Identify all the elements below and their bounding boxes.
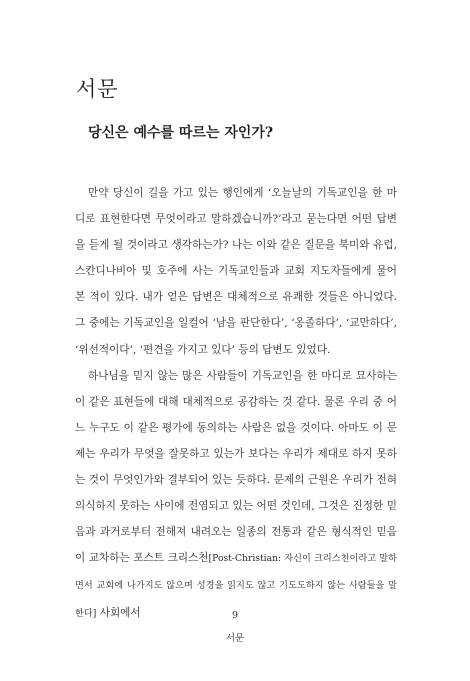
inline-note: [Post-Christian: 자신이 크리스천이라고 말하면서 교회에 나가지도 않으며 성경을 읽지도 않고 기도도하지 않는 사람들을 말한다] [75,553,397,619]
paragraph-1: 만약 당신이 길을 가고 있는 행인에게 ‘오늘날의 기독교인을 한 마디로 표현한다면 무엇이라고 말하겠습니까?’라고 묻는다면 어떤 답변을 듣게 될 것이라고 생각하는가? 나는 이와 같은 질문을 북미와 유럽, 스칸디나비아 및 호주에 사는 기독교인들과 교회 지도자들에게 물어 본 적이 있다. 내가 얻은 답변은 대체적으로 유쾌한 것들은 아니었다. 그 중에는 기독교인을 일컬어 ‘남을 판단한다’, ‘옹졸하다’, ‘교만하다’, ‘위선적이다’, ‘편견을 가지고 있다’ 등의 답변도 있었다. [75,187,397,356]
paragraph-2-text: 하나님을 믿지 않는 많은 사람들이 기독교인을 한 마디로 묘사하는 이 같은 표현들에 대해 대체적으로 공감하는 것 같다. 물론 우리 중 어느 누구도 이 같은 평가에 동의하는 사람은 없을 것이다. 아마도 이 문제는 우리가 무엇을 잘못하고 있는가 보다는 우리가 제대로 하지 못하는 것이 무엇인가와 결부되어 있는 듯하다. 문제의 근원은 우리가 전혀 의식하지 못하는 사이에 전염되고 있는 어떤 것인데, 그것은 진정한 믿음과 과거로부터 전해져 내려오는 일종의 전통과 같은 형식적인 믿음이 교차하는 포스트 크리스천 [75,369,397,565]
paragraph-2 [75,363,397,627]
section-heading: 당신은 예수를 따르는 자인가? [88,125,274,141]
running-footer-title: 서문 [225,633,245,644]
body-text [75,180,397,627]
paragraph-2-tail: 사회에서 [96,606,141,619]
page-number: 9 [231,610,239,621]
chapter-title: 서문 [76,77,119,101]
